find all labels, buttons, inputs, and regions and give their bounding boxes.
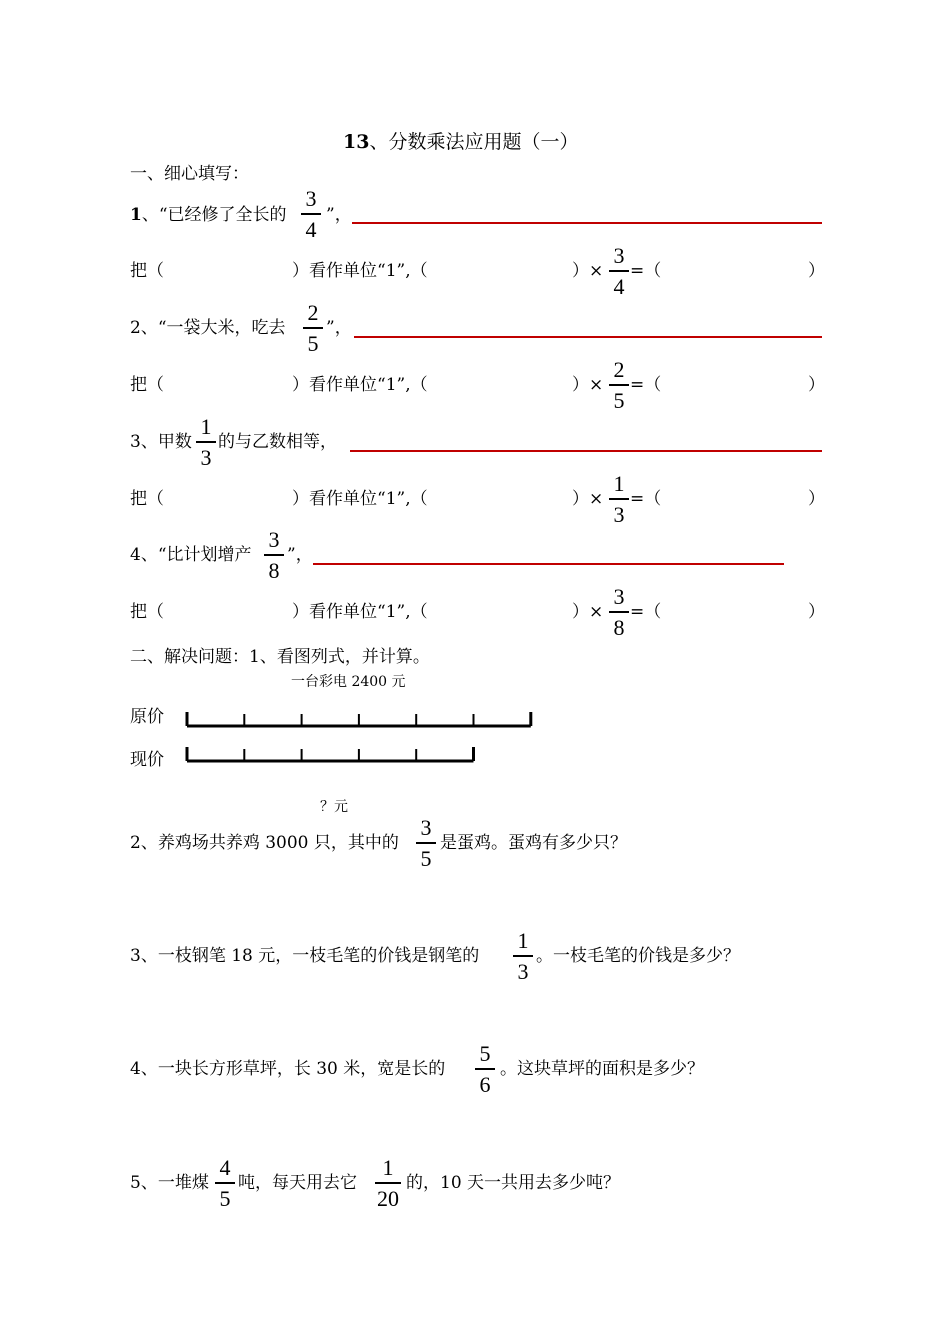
row4-close: ） xyxy=(808,602,825,622)
row4-eq: =（ xyxy=(630,602,662,622)
problem5-middle: 吨，每天用去它 xyxy=(238,1173,357,1193)
fraction-numerator: 3 xyxy=(268,527,280,552)
row3-ba: 把（ xyxy=(130,489,164,509)
row2-eq: =（ xyxy=(630,375,662,395)
problem4-fraction xyxy=(474,1043,496,1096)
fraction-denominator: 5 xyxy=(613,387,625,413)
fraction-numerator: 1 xyxy=(382,1155,394,1180)
fraction-numerator: 1 xyxy=(517,928,529,953)
fraction-numerator: 3 xyxy=(420,815,432,840)
item1-prefix xyxy=(130,207,287,224)
diagram-row2-label: 现价 xyxy=(130,750,164,770)
row1-fraction xyxy=(608,245,630,298)
item2-prefix: 2、“一袋大米，吃去 xyxy=(130,318,286,338)
fraction-bar xyxy=(264,554,284,556)
item4-prefix: 4、“比计划增产 xyxy=(130,545,252,565)
fraction-numerator: 3 xyxy=(305,186,317,211)
fraction-denominator: 8 xyxy=(268,557,280,583)
fraction-bar xyxy=(609,384,629,386)
row2-times: ）× xyxy=(572,375,604,395)
problem5-fraction-1 xyxy=(214,1157,236,1210)
fraction-numerator: 2 xyxy=(613,357,625,382)
row4-ba: 把（ xyxy=(130,602,164,622)
problem3-prefix: 3、一枝钢笔 18 元，一枝毛笔的价钱是钢笔的 xyxy=(130,946,480,966)
row4-kanzuo: ）看作单位“1”,（ xyxy=(292,602,428,622)
row1-eq: =（ xyxy=(630,261,662,281)
fraction-denominator: 8 xyxy=(613,614,625,640)
item2-fraction xyxy=(302,302,324,355)
item3-answer-line[interactable] xyxy=(350,450,822,452)
problem5-fraction-2 xyxy=(374,1157,402,1210)
fraction-bar xyxy=(513,955,533,957)
fraction-bar xyxy=(301,213,321,215)
page-title xyxy=(343,133,578,152)
original-price-bar xyxy=(187,712,531,726)
problem2-fraction xyxy=(415,817,437,870)
problem2-prefix: 2、养鸡场共养鸡 3000 只，其中的 xyxy=(130,833,399,853)
row2-kanzuo: ）看作单位“1”,（ xyxy=(292,375,428,395)
diagram-top-label: 一台彩电 2400 元 xyxy=(291,674,406,690)
item4-suffix: ”， xyxy=(287,545,313,565)
fraction-denominator: 4 xyxy=(305,216,317,242)
row4-fraction xyxy=(608,586,630,639)
row1-close: ） xyxy=(808,261,825,281)
item1-answer-line[interactable] xyxy=(352,222,822,224)
row3-eq: =（ xyxy=(630,489,662,509)
fraction-denominator: 5 xyxy=(307,330,319,356)
fraction-numerator: 3 xyxy=(613,584,625,609)
problem3-fraction xyxy=(512,930,534,983)
row2-ba: 把（ xyxy=(130,375,164,395)
current-price-bar xyxy=(187,747,474,761)
row3-times: ）× xyxy=(572,489,604,509)
fraction-bar xyxy=(416,842,436,844)
row1-ba: 把（ xyxy=(130,261,164,281)
title-number: 13 xyxy=(343,131,370,153)
fraction-denominator: 4 xyxy=(613,273,625,299)
fraction-denominator: 6 xyxy=(479,1071,491,1097)
item3-fraction xyxy=(195,416,217,469)
item3-suffix: 的与乙数相等， xyxy=(218,432,337,452)
fraction-denominator: 20 xyxy=(377,1185,399,1211)
item4-fraction xyxy=(263,529,285,582)
fraction-numerator: 1 xyxy=(200,414,212,439)
fraction-bar xyxy=(196,441,216,443)
problem3-suffix: 。一枝毛笔的价钱是多少？ xyxy=(536,946,740,966)
segment-diagram xyxy=(0,700,560,790)
fraction-numerator: 1 xyxy=(613,471,625,496)
fraction-bar xyxy=(215,1182,235,1184)
problem4-suffix: 。这块草坪的面积是多少？ xyxy=(500,1059,704,1079)
fraction-numerator: 3 xyxy=(613,243,625,268)
item4-answer-line[interactable] xyxy=(313,563,784,565)
item2-suffix: ”， xyxy=(326,318,352,338)
fraction-bar xyxy=(609,498,629,500)
problem5-prefix: 5、一堆煤 xyxy=(130,1173,209,1193)
fraction-bar xyxy=(609,611,629,613)
item1-suffix: ”， xyxy=(326,205,352,225)
row1-times: ）× xyxy=(572,261,604,281)
fraction-numerator: 5 xyxy=(479,1041,491,1066)
row3-close: ） xyxy=(808,489,825,509)
fraction-denominator: 5 xyxy=(420,845,432,871)
fraction-denominator: 3 xyxy=(517,958,529,984)
item3-prefix: 3、甲数 xyxy=(130,432,192,452)
title-text: 、分数乘法应用题（一） xyxy=(369,131,579,153)
fraction-numerator: 4 xyxy=(219,1155,231,1180)
diagram-bottom-label: ？元 xyxy=(320,799,348,815)
item2-answer-line[interactable] xyxy=(354,336,822,338)
fraction-numerator: 2 xyxy=(307,300,319,325)
fraction-bar xyxy=(303,327,323,329)
problem2-suffix: 是蛋鸡。蛋鸡有多少只？ xyxy=(440,833,627,853)
row2-close: ） xyxy=(808,375,825,395)
fraction-bar xyxy=(375,1182,401,1184)
fraction-denominator: 3 xyxy=(613,501,625,527)
fraction-bar xyxy=(609,270,629,272)
problem5-suffix: 的，10 天一共用去多少吨？ xyxy=(406,1173,621,1193)
item1-number: 1 xyxy=(130,205,142,225)
row3-kanzuo: ）看作单位“1”,（ xyxy=(292,489,428,509)
problem4-prefix: 4、一块长方形草坪，长 30 米，宽是长的 xyxy=(130,1059,446,1079)
row4-times: ）× xyxy=(572,602,604,622)
fraction-denominator: 3 xyxy=(200,444,212,470)
section2-heading: 二、解决问题：1、看图列式，并计算。 xyxy=(130,647,430,667)
row2-fraction xyxy=(608,359,630,412)
row3-fraction xyxy=(608,473,630,526)
fraction-bar xyxy=(475,1068,495,1070)
row1-kanzuo: ）看作单位“1”,（ xyxy=(292,261,428,281)
item1-fraction xyxy=(300,188,322,241)
fraction-denominator: 5 xyxy=(219,1185,231,1211)
section1-heading: 一、细心填写： xyxy=(130,164,249,184)
diagram-row1-label: 原价 xyxy=(130,707,164,727)
item1-text: 、“已经修了全长的 xyxy=(141,205,287,225)
